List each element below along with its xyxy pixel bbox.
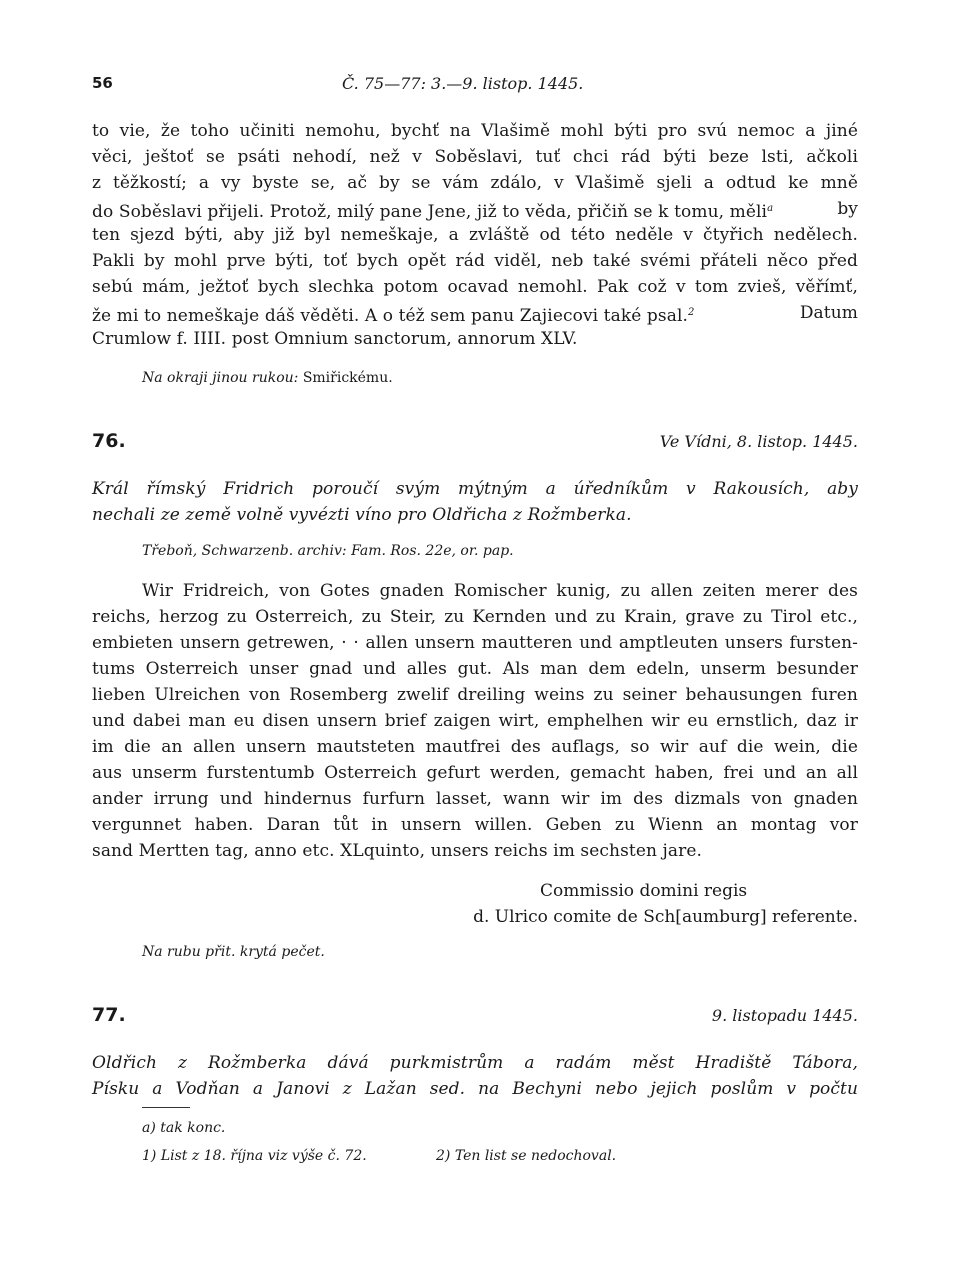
doc76-text-line-11: sand Mertten tag, anno etc. XLquinto, unsers reichs im sechsten jare. (92, 841, 703, 861)
doc75-line-4-end: by (837, 199, 858, 219)
doc76-text-line-10: vergunnet haben. Daran tůt in unsern willen. Geben zu Wienn an montag vor (92, 815, 858, 835)
page-number: 56 (92, 74, 113, 92)
footnote-ref-2: 2 (688, 307, 695, 318)
doc75-line-2: věci, ještoť se psáti nehodí, než v Soběslavi, tuť chci rád býti beze lsti, ačkoli (92, 147, 858, 167)
doc76-text-line-7: im die an allen unsern mautsteten mautfrei des auflags, so wir auf die wein, die (92, 737, 858, 757)
commissio-line-1: Commissio domini regis (540, 881, 748, 901)
footnote-rule (142, 1107, 190, 1108)
doc76-text-line-2: reichs, herzog zu Osterreich, zu Steir, zu Kernden und zu Krain, grave zu Tirol etc., (92, 607, 858, 627)
doc76-number: 76. (92, 430, 126, 452)
doc76-text-line-8: aus unserm furstentumb Osterreich gefurt werden, gemacht haben, frei und an all (92, 763, 858, 783)
seal-note: Na rubu přit. krytá pečet. (142, 944, 325, 960)
doc76-text-line-5: lieben Ulreichen von Rosemberg zwelif dreiling weins zu seiner behausungen furen (92, 685, 858, 705)
doc75-line-4 (92, 196, 858, 225)
doc75-line-3: z těžkostí; a vy byste se, ač by se vám zdálo, v Vlašimě sjeli a odtud ke mně (92, 173, 858, 193)
doc76-text-line-3: embieten unsern getrewen, · · allen unsern mautteren und amptleuten unsers fursten- (92, 633, 858, 653)
doc76-text-line-4: tums Osterreich unser gnad und alles gut. Als man dem edeln, unserm besunder (92, 659, 858, 679)
doc76-source: Třeboň, Schwarzenb. archiv: Fam. Ros. 22e, or. pap. (142, 543, 514, 559)
margin-note-text: Smiřickému. (302, 370, 393, 386)
doc75-line-4-main: do Soběslavi přijeli. Protož, milý pane Jene, již to věda, přičiň se k tomu, měli (92, 202, 768, 222)
datum-word: Datum (799, 303, 858, 323)
footnote-ref-a: a (767, 203, 774, 214)
doc75-line-9: Crumlow f. IIII. post Omnium sanctorum, annorum XLV. (92, 329, 578, 349)
doc76-text-line-6: und dabei man eu disen unsern brief zaigen wirt, emphelhen wir eu ernstlich, daz ir (92, 711, 858, 731)
doc75-line-8-main: že mi to nemeškaje dáš věděti. A o též sem panu Zajiecovi také psal. (92, 306, 688, 326)
doc75-line-8 (92, 300, 858, 329)
footnote-2: 2) Ten list se nedochoval. (436, 1148, 617, 1164)
doc76-place-date: Ve Vídni, 8. listop. 1445. (659, 432, 858, 451)
doc75-line-1: to vie, že toho učiniti nemohu, bychť na Vlašimě mohl býti pro svú nemoc a jiné (92, 121, 858, 141)
margin-note-label: Na okraji jinou rukou: (142, 370, 299, 386)
doc75-line-6: Pakli by mohl prve býti, toť bych opět rád viděl, neb také svémi přáteli něco před (92, 251, 858, 271)
running-title: Č. 75—77: 3.—9. listop. 1445. (342, 74, 584, 93)
doc75-line-4-text (92, 196, 773, 225)
commissio-line-2: d. Ulrico comite de Sch[aumburg] referente. (473, 907, 858, 927)
doc76-text-line-1: Wir Fridreich, von Gotes gnaden Romischer kunig, zu allen zeiten merer des (142, 581, 858, 601)
footnote-1: 1) List z 18. října viz výše č. 72. (142, 1148, 367, 1164)
doc77-number: 77. (92, 1004, 126, 1026)
doc76-regest-line-2: nechali ze země volně vyvézti víno pro Oldřicha z Rožmberka. (92, 505, 632, 525)
doc77-date: 9. listopadu 1445. (711, 1006, 858, 1025)
doc77-regest-line-2: Písku a Vodňan a Janovi z Lažan sed. na Bechyni nebo jejich poslům v počtu (92, 1079, 858, 1099)
footnote-a: a) tak konc. (142, 1120, 226, 1136)
doc76-regest-line-1: Král římský Fridrich poroučí svým mýtným a úředníkům v Rakousích, aby (92, 479, 858, 499)
doc76-text-line-9: ander irrung und hindernus furfurn lasset, wann wir im des dizmals von gnaden (92, 789, 858, 809)
margin-note (142, 370, 393, 386)
doc77-regest-line-1: Oldřich z Rožmberka dává purkmistrům a radám měst Hradiště Tábora, (92, 1053, 858, 1073)
doc75-line-5: ten sjezd býti, aby již byl nemeškaje, a zvláště od této neděle v čtyřich nedělech. (92, 225, 858, 245)
doc75-line-8-text (92, 300, 694, 329)
doc75-line-7: sebú mám, ježtoť bych slechka potom ocavad nemohl. Pak což v tom zvieš, věřímť, (92, 277, 858, 297)
